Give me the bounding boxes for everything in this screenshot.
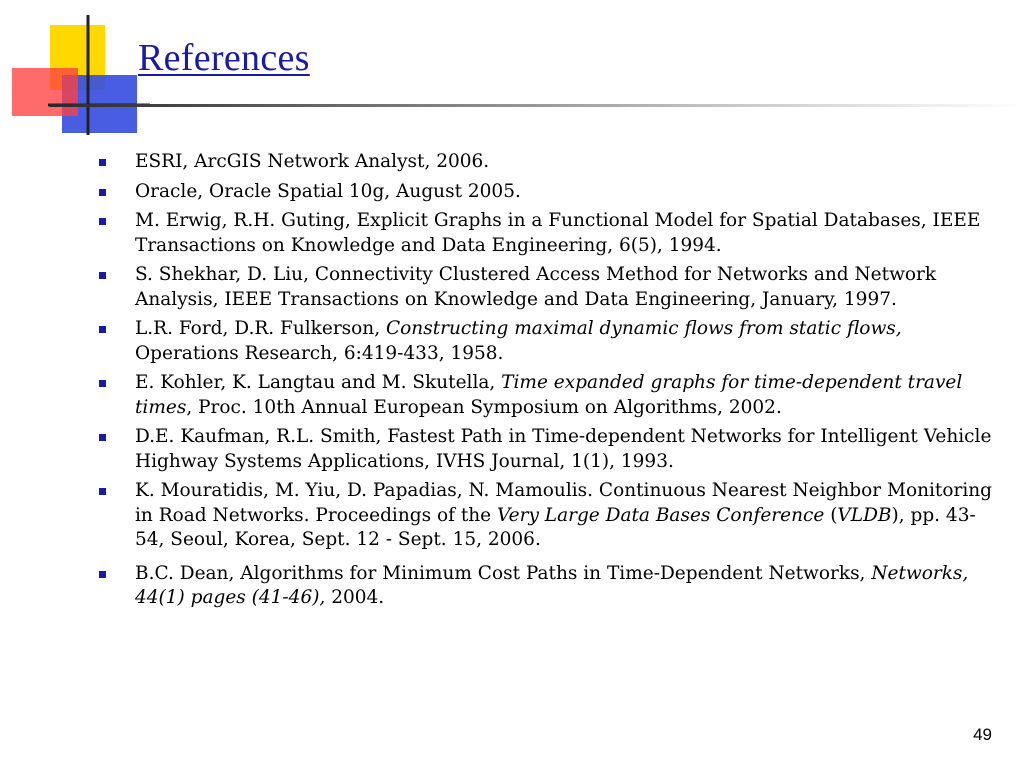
reference-italic-text: Very Large Data Bases Conference <box>497 504 825 526</box>
reference-item <box>96 150 996 175</box>
reference-text: S. Shekhar, D. Liu, Connectivity Clustered Access Method for Networks and Network Analysis, IEEE Transactions on Knowledge and Data Engineering, January, 1997. <box>135 264 937 310</box>
reference-text: ( <box>824 504 838 526</box>
square-bullet-icon <box>99 159 106 166</box>
square-bullet-icon <box>99 272 106 279</box>
reference-italic-text: VLDB <box>837 504 892 526</box>
reference-text: Operations Research, 6:419-433, 1958. <box>135 342 504 364</box>
reference-item <box>96 562 996 611</box>
reference-item <box>96 425 996 474</box>
square-bullet-icon <box>99 488 106 495</box>
reference-text: B.C. Dean, Algorithms for Minimum Cost Paths in Time-Dependent Networks, <box>135 562 872 584</box>
reference-text: K. Mouratidis, M. Yiu, D. Papadias, N. Mamoulis. Continuous Nearest Neighbor Monitoring in Road Networks. Proceedings of the <box>135 480 993 526</box>
reference-item <box>96 263 996 312</box>
square-bullet-icon <box>99 326 106 333</box>
logo-red-square <box>12 68 78 116</box>
page-number: 49 <box>973 725 992 744</box>
reference-text: M. Erwig, R.H. Guting, Explicit Graphs in a Functional Model for Spatial Databases, IEEE Transactions on Knowledge and Data Engineering, 6(5), 1994. <box>135 210 981 256</box>
reference-item <box>96 479 996 553</box>
square-bullet-icon <box>99 189 106 196</box>
reference-text: 2004. <box>325 587 385 608</box>
slide-logo-decoration <box>0 0 150 140</box>
reference-italic-text: Time expanded graphs for time-dependent travel times <box>135 372 963 418</box>
slide-title: References <box>138 37 310 79</box>
square-bullet-icon <box>99 434 106 441</box>
reference-item <box>96 317 996 366</box>
reference-item <box>96 180 996 205</box>
reference-text: Oracle, Oracle Spatial 10g, August 2005. <box>135 180 521 202</box>
reference-italic-text: Networks, 44(1) pages (41-46), <box>135 562 969 608</box>
reference-italic-text: Constructing maximal dynamic flows from static flows, <box>386 318 902 339</box>
square-bullet-icon <box>99 380 106 387</box>
title-divider-line <box>50 104 1024 107</box>
reference-text: ), pp. 43-54, Seoul, Korea, Sept. 12 - Sept. 15, 2006. <box>135 504 976 550</box>
reference-text: , Proc. 10th Annual European Symposium on Algorithms, 2002. <box>186 396 782 418</box>
reference-item <box>96 371 996 420</box>
reference-text: D.E. Kaufman, R.L. Smith, Fastest Path in Time-dependent Networks for Intelligent Vehicle Highway Systems Applications, IVHS Journal, 1(1), 1993. <box>135 426 992 472</box>
reference-item <box>96 209 996 258</box>
reference-text: L.R. Ford, D.R. Fulkerson, <box>135 318 386 339</box>
square-bullet-icon <box>99 218 106 225</box>
square-bullet-icon <box>99 571 106 578</box>
references-list <box>96 150 996 616</box>
reference-text: E. Kohler, K. Langtau and M. Skutella, <box>135 372 502 393</box>
reference-text: ESRI, ArcGIS Network Analyst, 2006. <box>135 151 490 172</box>
